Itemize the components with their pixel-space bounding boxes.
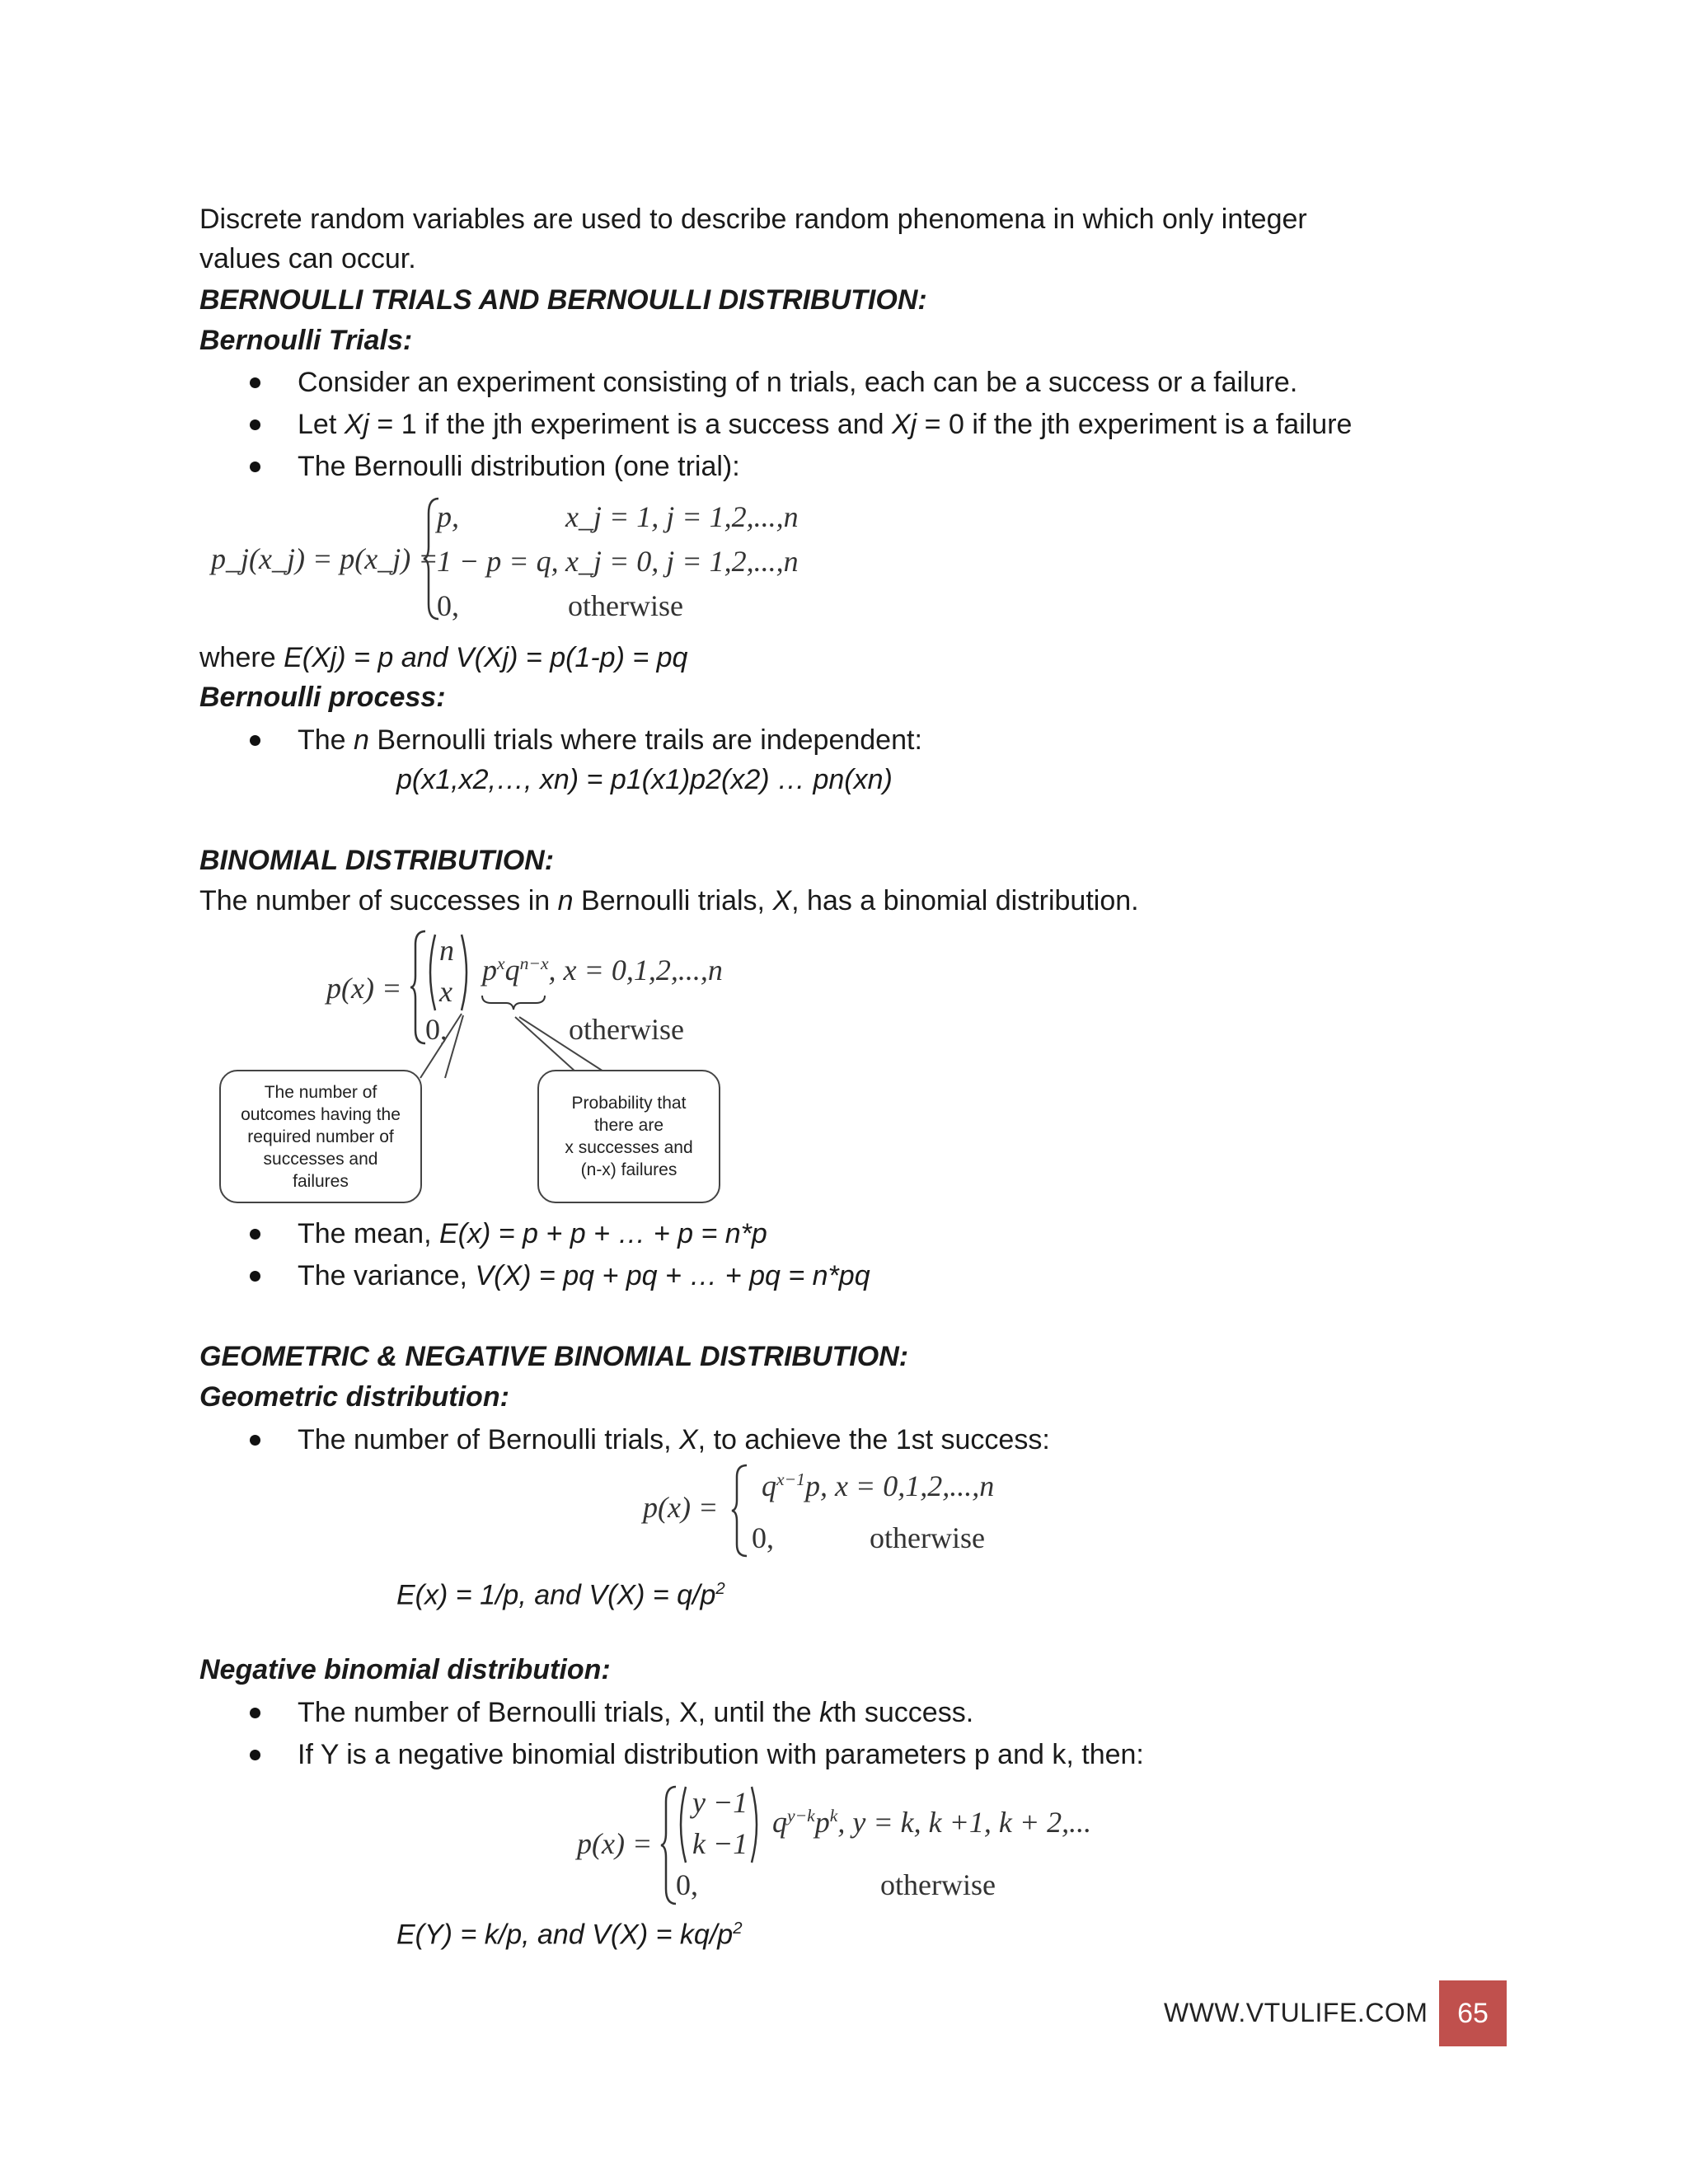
formula-case-3-value: 0,: [437, 589, 459, 622]
binomial-top: n: [439, 934, 454, 967]
callout-line: successes and: [263, 1149, 378, 1169]
geometric-case-2-condition: otherwise: [870, 1521, 985, 1554]
footer-website: WWW.VTULIFE.COM: [1164, 1998, 1428, 2027]
subheading-bernoulli-process: Bernoulli process:: [199, 682, 446, 713]
section-heading-geometric: GEOMETRIC & NEGATIVE BINOMIAL DISTRIBUTION:: [199, 1341, 909, 1372]
formula-case-1-value: p,: [437, 500, 459, 533]
subheading-negative-binomial: Negative binomial distribution:: [199, 1654, 611, 1685]
callout-probability: [537, 1070, 720, 1203]
bullet-icon: [250, 419, 260, 430]
left-brace-icon: [730, 1464, 750, 1558]
formula-case-1-condition: x_j = 1, j = 1,2,...,n: [565, 500, 799, 533]
binomial-mean: The mean, E(x) = p + p + … + p = n*p: [298, 1218, 767, 1249]
callout-line: x successes and: [565, 1138, 693, 1157]
negbinom-moments: E(Y) = k/p, and $V(X) = kq/p^2$: [396, 1919, 743, 1951]
subheading-geometric: Geometric distribution:: [199, 1381, 509, 1413]
binomial-variance: The variance, V(X) = pq + pq + … + pq = n*pq: [298, 1260, 870, 1291]
bullet-icon: [250, 1750, 260, 1760]
section-heading-bernoulli: BERNOULLI TRIALS AND BERNOULLI DISTRIBUTION:: [199, 284, 927, 316]
callout-line: failures: [293, 1171, 349, 1191]
subheading-bernoulli-trials: Bernoulli Trials:: [199, 325, 413, 356]
negbinom-term: $q^{y-k}p^k$, y = k, k +1, k + 2,...: [772, 1806, 1092, 1839]
bernoulli-process-formula: p(x1,x2,…, xn) = p1(x1)p2(x2) … pn(xn): [396, 764, 893, 795]
binomial-top: y −1: [692, 1786, 748, 1819]
callout-line: Probability that: [571, 1094, 687, 1113]
intro-line-1: Discrete random variables are used to describe random phenomena in which only integer: [199, 204, 1307, 235]
callout-line: required number of: [247, 1127, 394, 1146]
page-number-badge: 65: [1439, 1980, 1507, 2046]
binomial-bottom: k −1: [692, 1827, 748, 1860]
geometric-moments: E(x) = 1/p, and $V(X) = q/p^2$: [396, 1579, 725, 1611]
callout-line: there are: [593, 1116, 664, 1135]
formula-case-2-condition: otherwise: [569, 1013, 684, 1046]
bullet-icon: [250, 1708, 260, 1718]
geometric-case-1: $q^{x-1}p$, x = 0,1,2,...,n: [762, 1469, 995, 1502]
callout-outcomes: [219, 1070, 422, 1203]
binomial-bottom: x: [439, 975, 452, 1008]
callout-line: The number of: [264, 1082, 377, 1102]
negbinom-bullet-2: If Y is a negative binomial distribution with parameters p and k, then:: [298, 1739, 1144, 1770]
bullet-icon: [250, 462, 260, 472]
bernoulli-bullet-2: Let Xj = 1 if the jth experiment is a success and Xj = 0 if the jth experiment is a failure: [298, 409, 1353, 440]
bernoulli-process-bullet: The n Bernoulli trials where trails are independent:: [298, 724, 922, 756]
negbinom-bullet-1: The number of Bernoulli trials, X, until the kth success.: [298, 1697, 974, 1728]
bullet-icon: [250, 377, 260, 388]
callout-line: outcomes having the: [241, 1104, 401, 1124]
negbinom-case-2-condition: otherwise: [880, 1868, 996, 1901]
formula-case-3-condition: otherwise: [568, 589, 683, 622]
bullet-icon: [250, 1271, 260, 1282]
binomial-term: $p^xq^{n-x}$, x = 0,1,2,...,n: [482, 954, 723, 987]
bernoulli-bullet-1: Consider an experiment consisting of n trials, each can be a success or a failure.: [298, 367, 1298, 398]
formula-lhs: p(x) =: [577, 1827, 653, 1860]
section-heading-binomial: BINOMIAL DISTRIBUTION:: [199, 845, 555, 876]
geometric-case-2-value: 0,: [752, 1521, 774, 1554]
formula-lhs: p(x) =: [643, 1491, 719, 1524]
intro-line-2: values can occur.: [199, 243, 416, 274]
formula-lhs: p(x) =: [326, 972, 402, 1005]
bullet-icon: [250, 1435, 260, 1446]
binomial-description: The number of successes in n Bernoulli trials, X, has a binomial distribution.: [199, 885, 1139, 916]
formula-case-2-value: 0,: [425, 1013, 448, 1046]
bullet-icon: [250, 1229, 260, 1240]
geometric-bullet: The number of Bernoulli trials, X, to achieve the 1st success:: [298, 1424, 1050, 1455]
formula-case-2-condition: x_j = 0, j = 1,2,...,n: [565, 545, 799, 578]
callout-line: (n-x) failures: [580, 1160, 678, 1179]
bernoulli-bullet-3: The Bernoulli distribution (one trial):: [298, 451, 740, 482]
formula-lhs: p_j(x_j) = p(x_j) =: [211, 542, 438, 575]
bullet-icon: [250, 735, 260, 746]
bernoulli-where-line: where E(Xj) = p and V(Xj) = p(1-p) = pq: [199, 642, 688, 673]
formula-case-2-value: 1 − p = q,: [437, 545, 559, 578]
negbinom-case-2-value: 0,: [676, 1868, 698, 1901]
